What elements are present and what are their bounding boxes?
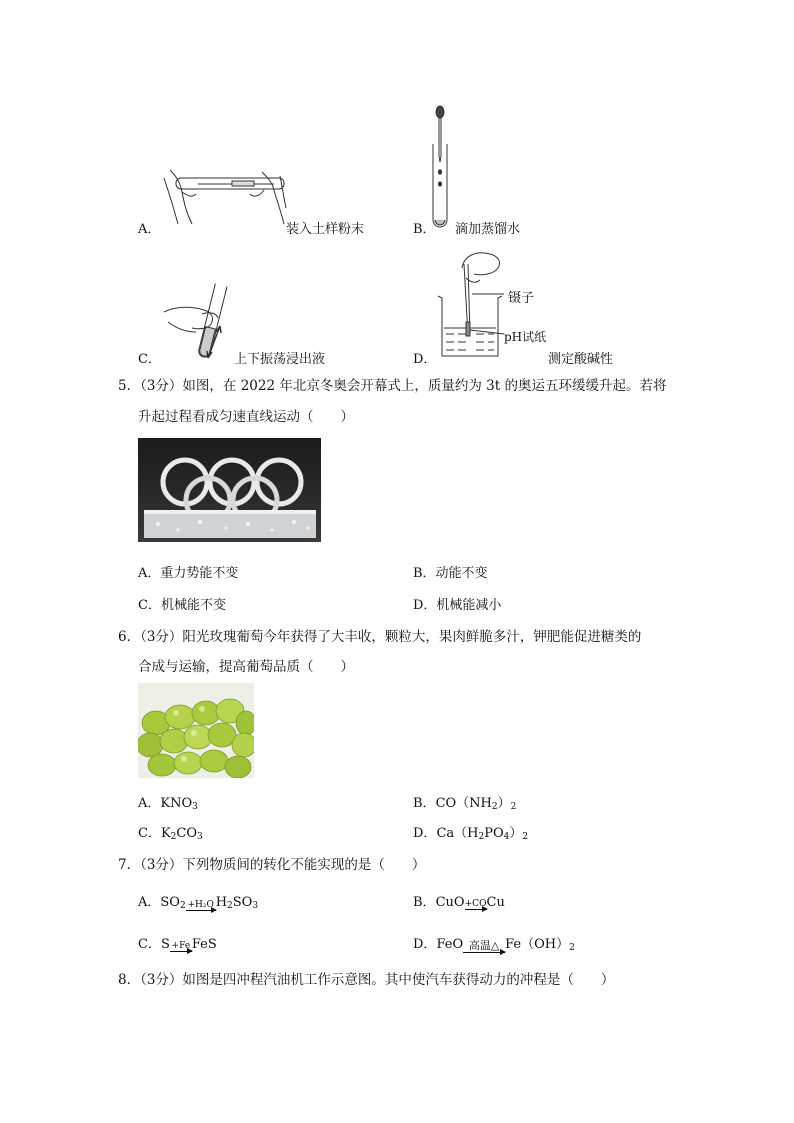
label-ph-paper: pH试纸 — [504, 330, 547, 344]
q7-option-d: D．FeO 高温△ $Fe(OH)_2$ — [413, 937, 575, 953]
grapes-photo — [138, 683, 254, 778]
q6-stem-line1: 6．（3分）阳光玫瑰葡萄今年获得了大丰收，颗粒大，果肉鲜脆多汁，钾肥能促进糖类的 — [118, 629, 642, 645]
q7-option-c: C．S +Fe FeS — [138, 937, 217, 952]
option-d-caption: 测定酸碱性 — [548, 352, 614, 367]
option-d-letter: D． — [413, 352, 437, 367]
q5-option-d: D．机械能减小 — [413, 598, 502, 613]
option-a-caption: 装入土样粉末 — [286, 222, 365, 237]
q6-option-c: C．$K_2CO_3$ — [138, 826, 203, 842]
q6-option-a: A．$KNO_3$ — [138, 796, 198, 812]
q5-option-b: B．动能不变 — [413, 566, 488, 581]
q5-stem-line1: 5．（3分）如图，在 2022 年北京冬奥会开幕式上，质量约为 3t 的奥运五环缓缓升起。若将 — [118, 378, 667, 394]
q5-option-c: C．机械能不变 — [138, 598, 226, 613]
option-c-letter: C． — [138, 352, 161, 367]
reaction-arrow: +Fe — [171, 941, 191, 951]
reaction-arrow: +CO — [464, 899, 487, 909]
olympic-rings-photo — [138, 438, 321, 542]
illustration-load-powder — [162, 168, 288, 228]
illustration-dropper-tube — [430, 104, 458, 230]
option-b-caption: 滴加蒸馏水 — [455, 222, 521, 237]
option-c-caption: 上下振荡浸出液 — [234, 352, 326, 367]
option-a-letter: A． — [138, 222, 161, 237]
q5-option-a: A．重力势能不变 — [138, 566, 239, 581]
q7-stem: 7．（3分）下列物质间的转化不能实现的是（ ） — [118, 857, 426, 873]
option-b-letter: B． — [413, 222, 436, 237]
reaction-arrow: 高温△ — [463, 940, 505, 953]
q7-option-b: B．CuO +CO Cu — [413, 895, 505, 910]
q5-stem-line2: 升起过程看成匀速直线运动（ ） — [138, 409, 354, 425]
label-tweezers: 镊子 — [508, 291, 535, 306]
q6-stem-line2: 合成与运输，提高葡萄品质（ ） — [138, 659, 354, 675]
illustration-ph-test — [436, 248, 547, 364]
q6-option-d: D．$Ca(H_2PO_4)_2$ — [413, 826, 529, 842]
q7-option-a: A．$SO_2$ +H₂O $H_2SO_3$ — [138, 895, 259, 911]
reaction-arrow: +H₂O — [187, 900, 214, 910]
q8-stem: 8．（3分）如图是四冲程汽油机工作示意图。其中使汽车获得动力的冲程是（ ） — [118, 972, 615, 988]
illustration-shake-tube — [162, 282, 240, 364]
q6-option-b: B．$CO(NH_2)_2$ — [413, 796, 517, 812]
